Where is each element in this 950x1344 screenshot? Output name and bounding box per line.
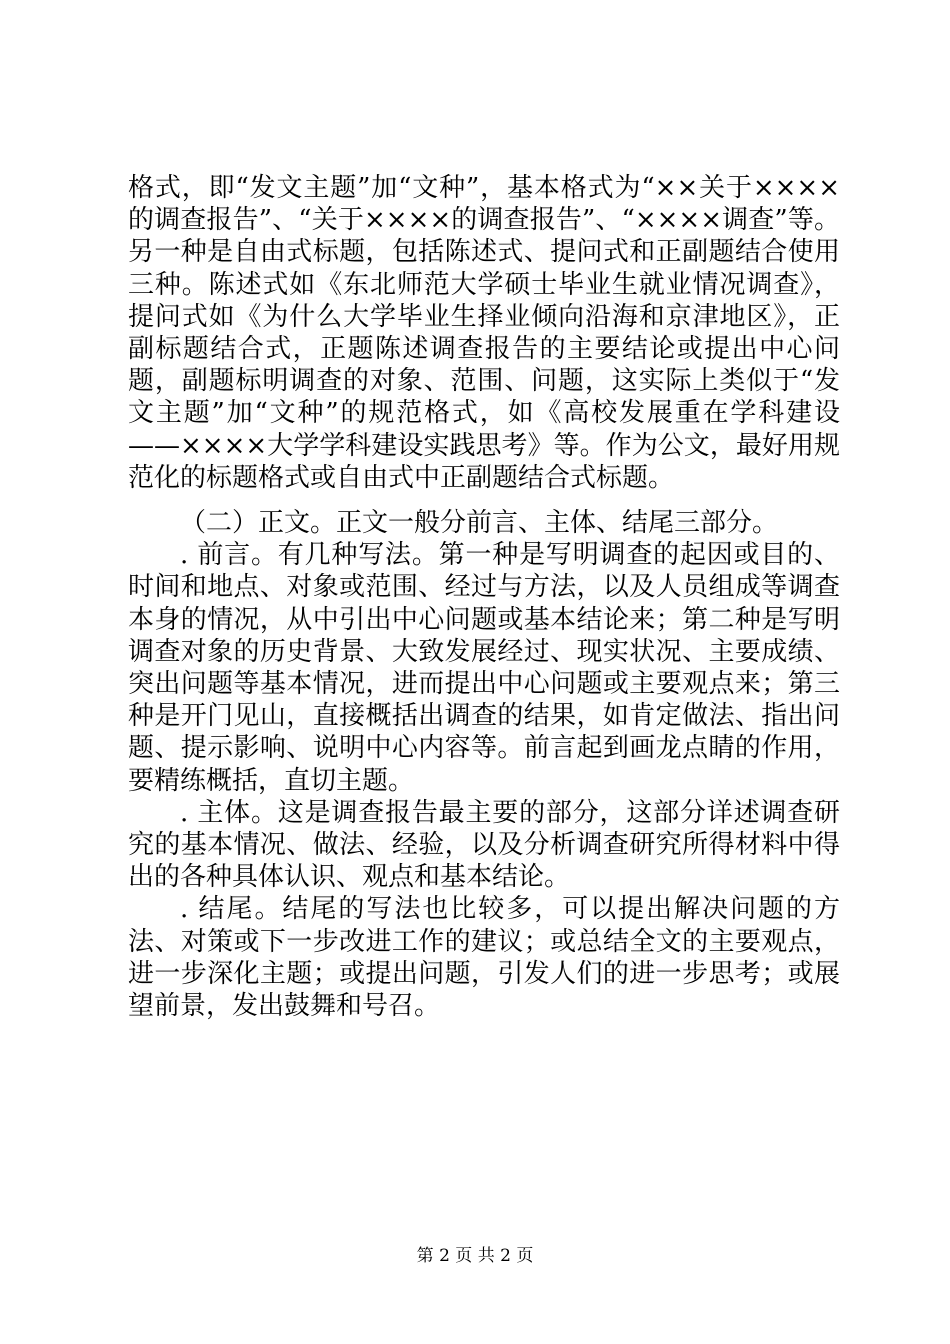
- title-format-paragraph: 格式，即“发文主题”加“文种”，基本格式为“××关于××××的调查报告”、“关于××××的调查报告”、“××××调查”等。另一种是自由式标题，包括陈述式、提问式和正副题结合使用三种。陈述式如《东北师范大学硕士毕业生就业情况调查》，提问式如《为什么大学毕业生择业倾向沿海和京津地区》，正副标题结合式，正题陈述调查报告的主要结论或提出中心问题，副题标明调查的对象、范围、问题，这实际上类似于“发文主题”加“文种”的规范格式，如《高校发展重在学科建设——××××大学学科建设实践思考》等。作为公文，最好用规范化的标题格式或自由式中正副题结合式标题。: [128, 173, 840, 493]
- body-section-heading: （二）正文。正文一般分前言、主体、结尾三部分。: [180, 508, 779, 538]
- ending-paragraph: . 结尾。结尾的写法也比较多，可以提出解决问题的方法、对策或下一步改进工作的建议；或总结全文的主要观点，进一步深化主题；或提出问题，引发人们的进一步思考；或展望前景，发出鼓舞和号召。: [128, 894, 840, 1022]
- main-part-paragraph: . 主体。这是调查报告最主要的部分，这部分详述调查研究的基本情况、做法、经验，以及分析调查研究所得材料中得出的各种具体认识、观点和基本结论。: [128, 797, 840, 893]
- body-text-section: [128, 507, 840, 1022]
- title-format-section: [128, 172, 840, 494]
- page-number-footer: 第 2 页 共 2 页: [416, 1246, 534, 1266]
- preface-paragraph: . 前言。有几种写法。第一种是写明调查的起因或目的、时间和地点、对象或范围、经过与方法，以及人员组成等调查本身的情况，从中引出中心问题或基本结论来；第二种是写明调查对象的历史背景、大致发展经过、现实状况、主要成绩、突出问题等基本情况，进而提出中心问题或主要观点来；第三种是开门见山，直接概括出调查的结果，如肯定做法、指出问题、提示影响、说明中心内容等。前言起到画龙点睛的作用，要精练概括，直切主题。: [128, 540, 840, 796]
